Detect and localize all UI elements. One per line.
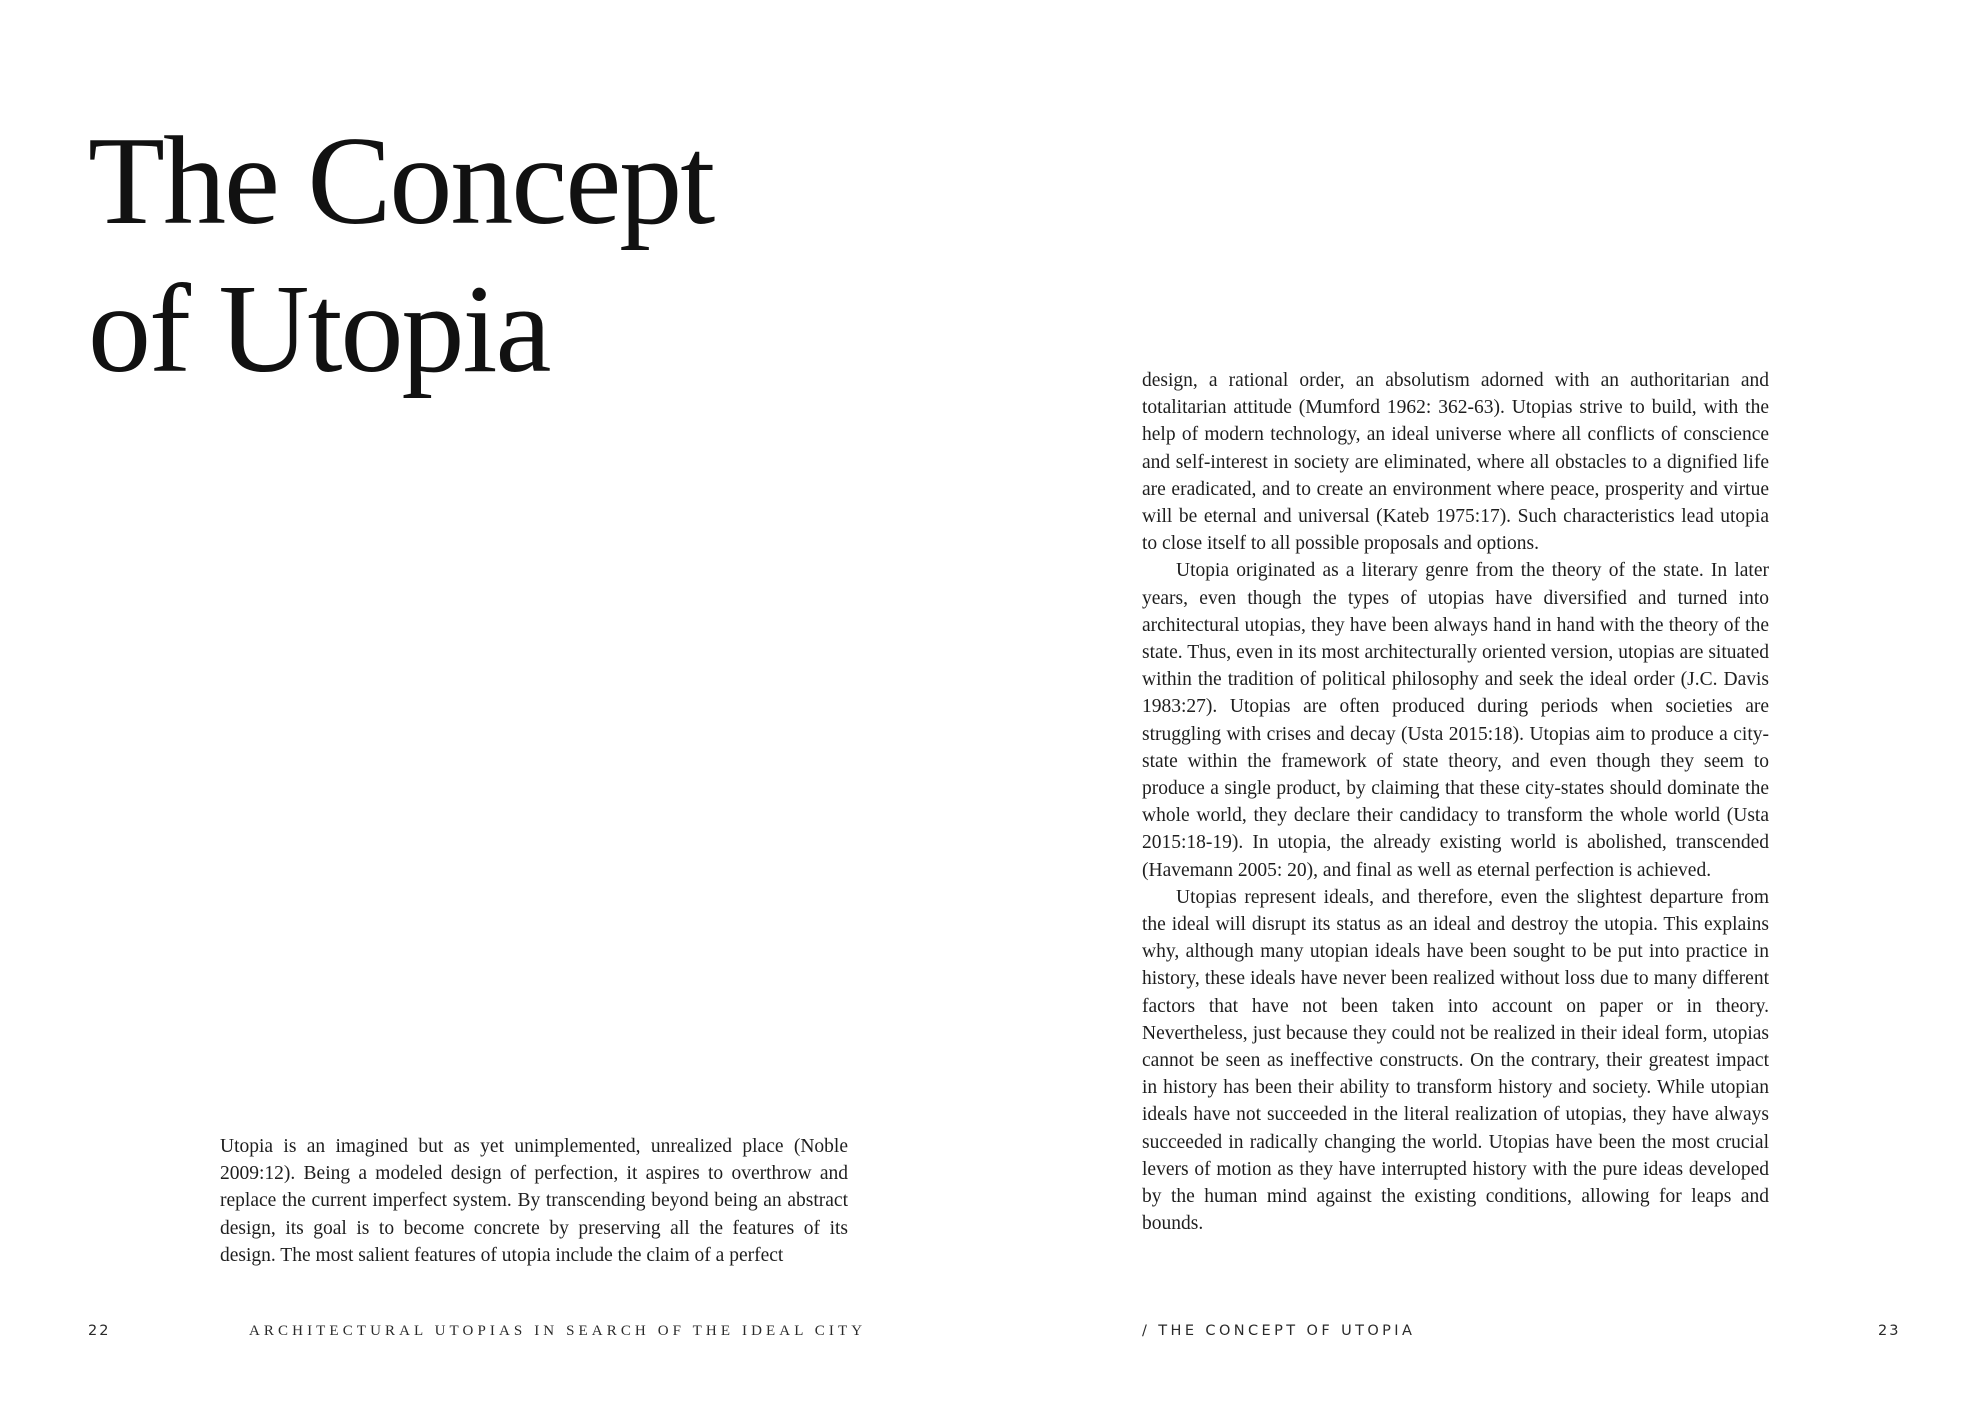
page-number-right: 23 [1878,1323,1901,1339]
right-page [992,0,1984,1417]
running-head-book-title: ARCHITECTURAL UTOPIAS IN SEARCH OF THE IDEAL CITY [249,1323,867,1339]
chapter-title-line-1: The Concept [88,112,714,251]
right-paragraph-1: design, a rational order, an absolutism adorned with an authoritarian and totalitarian attitude (Mumford 1962: 362-63). Utopias strive to build, with the help of modern technology, an ideal universe where all conflicts of conscience and self-interest in society are eliminated, where all obstacles to a dignified life are eradicated, and to create an environment where peace, prosperity and virtue will be eternal and universal (Kateb 1975:17). Such characteristics lead utopia to close itself to all possible proposals and options. [1142,370,1769,555]
chapter-title [88,108,713,404]
right-paragraph-2: Utopia originated as a literary genre from the theory of the state. In later years, even though the types of utopias have diversified and turned into architectural utopias, they have been always hand in hand with the theory of the state. Thus, even in its most architecturally oriented version, utopias are situated within the tradition of political philosophy and seek the ideal order (J.C. Davis 1983:27). Utopias are often produced during periods when societies are struggling with crises and decay (Usta 2015:18). Utopias aim to produce a city-state within the framework of state theory, and even though they seem to produce a single product, by claiming that these city-states should dominate the whole world, they declare their candidacy to transform the whole world (Usta 2015:18-19). In utopia, the already existing world is abolished, transcended (Havemann 2005: 20), and final as well as eternal perfection is achieved. [1142,560,1769,881]
left-body-paragraph: Utopia is an imagined but as yet unimplemented, unrealized place (Noble 2009:12). Being a modeled design of perfection, it aspires to overthrow and replace the current imperfect system. By transcending beyond being an abstract design, its goal is to become concrete by preserving all the features of its design. The most salient features of utopia include the claim of a perfect [220,1136,848,1266]
right-paragraph-3: Utopias represent ideals, and therefore, even the slightest departure from the ideal will disrupt its status as an ideal and destroy the utopia. This explains why, although many utopian ideals have been sought to be put into practice in history, these ideals have never been realized without loss due to many different factors that have not been taken into account on paper or in theory. Nevertheless, just because they could not be realized in their ideal form, utopias cannot be seen as ineffective constructs. On the contrary, their greatest impact in history has been their ability to transform history and society. While utopian ideals have not succeeded in the literal realization of utopias, they have always succeeded in radically changing the world. Utopias have been the most crucial levers of motion as they have interrupted history with the pure ideas developed by the human mind against the existing conditions, allowing for leaps and bounds. [1142,886,1769,1235]
right-body-text [1142,367,1769,1238]
running-head-chapter-title: / THE CONCEPT OF UTOPIA [1142,1323,1416,1339]
chapter-title-line-2: of Utopia [88,260,550,399]
page-number-left: 22 [88,1323,111,1339]
